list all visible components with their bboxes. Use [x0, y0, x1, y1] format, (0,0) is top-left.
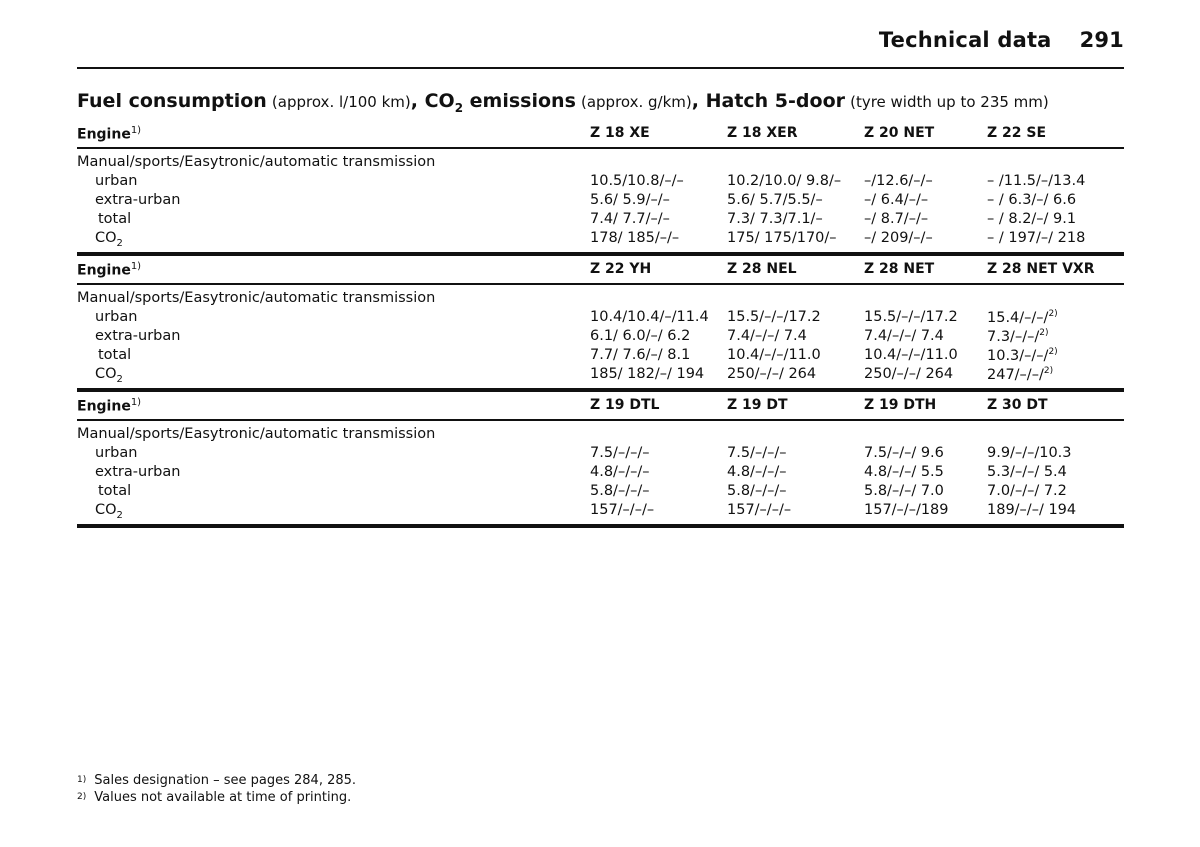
value-text: 157/–/–/– [727, 502, 792, 518]
urban-label: urban [95, 309, 138, 325]
value-text: 7.4/–/–/ 7.4 [864, 328, 944, 344]
co2-value [987, 230, 1085, 246]
transmission-row [77, 289, 1124, 308]
value-text: 5.8/–/–/– [590, 483, 650, 499]
co2-value [590, 366, 704, 382]
engine-code: Z 28 NEL [727, 261, 797, 277]
value-text: –/12.6/–/– [864, 173, 933, 189]
engine-code: Z 19 DTL [590, 397, 660, 413]
transmission-row [77, 425, 1124, 444]
value-text: 10.5/10.8/–/– [590, 173, 684, 189]
total-value [864, 347, 958, 363]
engine-code: Z 19 DTH [864, 397, 937, 413]
co2-value [590, 502, 654, 518]
value-text: 10.4/10.4/–/11.4 [590, 309, 709, 325]
transmission-row [77, 153, 1124, 172]
co2-text: CO [95, 502, 117, 518]
extra-urban-value [590, 192, 670, 208]
value-text: 157/–/–/– [590, 502, 655, 518]
engine-code: Z 18 XE [590, 125, 650, 141]
co2-value [864, 366, 953, 382]
total-label: total [98, 211, 132, 227]
engine-header-row [77, 120, 1124, 149]
title-co2-unit: (approx. g/km) [580, 93, 692, 111]
footnote-marker: 1) [130, 397, 142, 408]
extra-urban-label: extra-urban [95, 464, 181, 480]
extra-urban-value [727, 192, 823, 208]
extra-urban-value [987, 192, 1076, 208]
co2-value [864, 230, 933, 246]
transmission-label: Manual/sports/Easytronic/automatic transmission [77, 290, 436, 306]
engine-block [77, 256, 1124, 392]
engine-label-text: Engine [77, 398, 131, 415]
value-text: 4.8/–/–/ 5.5 [864, 464, 944, 480]
urban-value [864, 173, 933, 189]
value-text: 247/–/–/ [987, 366, 1044, 383]
title-body: , Hatch 5-door [691, 90, 845, 112]
total-value [987, 347, 1058, 364]
extra-urban-value [864, 328, 944, 344]
value-text: 5.6/ 5.9/–/– [590, 192, 670, 208]
value-text: 250/–/–/ 264 [727, 366, 817, 382]
title-fuel-unit: (approx. l/100 km) [271, 93, 411, 111]
footnote-marker: 1) [130, 261, 142, 272]
urban-row [77, 172, 1124, 191]
engine-code: Z 22 YH [590, 261, 652, 277]
value-text: 7.5/–/–/ 9.6 [864, 445, 944, 461]
total-value [590, 211, 670, 227]
value-text: 7.0/–/–/ 7.2 [987, 483, 1067, 499]
co2-subscript: 2 [116, 509, 123, 521]
value-text: 250/–/–/ 264 [864, 366, 954, 382]
value-text: 5.8/–/–/ 7.0 [864, 483, 944, 499]
engine-label [77, 397, 141, 415]
value-text: 7.5/–/–/– [727, 445, 787, 461]
footnote [77, 772, 356, 789]
footnotes [77, 772, 356, 806]
extra-urban-value [727, 464, 786, 480]
value-text: 7.3/–/–/ [987, 328, 1040, 345]
total-row [77, 482, 1124, 501]
title-co2: , $CO_2$ emissions [410, 90, 576, 115]
co2-label [95, 366, 123, 385]
value-text: 4.8/–/–/– [727, 464, 787, 480]
co2-value [987, 366, 1053, 383]
co2-value [590, 230, 679, 246]
total-value [727, 347, 821, 363]
co2-row [77, 365, 1124, 384]
extra-urban-value [987, 328, 1048, 345]
extra-urban-row [77, 463, 1124, 482]
value-text: 5.3/–/–/ 5.4 [987, 464, 1067, 480]
value-text: –/ 209/–/– [864, 230, 933, 246]
total-value [987, 211, 1076, 227]
total-value [590, 483, 649, 499]
footnote-mark: 1) [77, 775, 87, 785]
engine-code: Z 28 NET VXR [987, 261, 1095, 277]
co2-label [95, 502, 123, 521]
value-text: 7.4/–/–/ 7.4 [727, 328, 807, 344]
engine-label [77, 261, 141, 279]
extra-urban-value [590, 328, 690, 344]
co2-value [864, 502, 949, 518]
co2-row [77, 229, 1124, 248]
engine-code: Z 28 NET [864, 261, 935, 277]
section-title: Technical data [878, 28, 1052, 52]
total-value [727, 483, 786, 499]
consumption-data [77, 149, 1124, 256]
engine-code: Z 18 XER [727, 125, 798, 141]
total-value [864, 483, 944, 499]
value-text: 15.4/–/–/ [987, 309, 1049, 326]
value-text: 6.1/ 6.0/–/ 6.2 [590, 328, 691, 344]
value-text: 185/ 182/–/ 194 [590, 366, 705, 382]
footnote-marker: 2) [1048, 347, 1058, 357]
value-text: 10.4/–/–/11.0 [864, 347, 958, 363]
urban-value [864, 309, 958, 325]
consumption-data [77, 285, 1124, 392]
fuel-consumption-table [77, 120, 1124, 528]
total-row [77, 346, 1124, 365]
extra-urban-value [864, 464, 944, 480]
engine-block [77, 120, 1124, 256]
urban-value [727, 445, 786, 461]
co2-text: CO [95, 366, 117, 382]
value-text: – /11.5/–/13.4 [987, 173, 1086, 189]
page-number: 291 [1079, 28, 1124, 52]
title-tyre: (tyre width up to 235 mm) [850, 93, 1049, 111]
urban-value [590, 445, 649, 461]
value-text: 15.5/–/–/17.2 [864, 309, 958, 325]
urban-value [987, 173, 1085, 189]
value-text: 7.7/ 7.6/–/ 8.1 [590, 347, 691, 363]
co2-value [987, 502, 1076, 518]
total-label: total [98, 483, 132, 499]
co2-label [95, 230, 123, 249]
footnote-marker: 2) [1048, 309, 1058, 319]
footnote [77, 789, 356, 806]
urban-value [590, 173, 684, 189]
engine-label-text: Engine [77, 262, 131, 279]
value-text: 4.8/–/–/– [590, 464, 650, 480]
urban-label: urban [95, 445, 138, 461]
urban-value [864, 445, 944, 461]
footnote-marker: 2) [1039, 328, 1049, 338]
co2-text: CO [95, 230, 117, 246]
engine-header-row [77, 392, 1124, 421]
value-text: 7.5/–/–/– [590, 445, 650, 461]
value-text: – / 8.2/–/ 9.1 [987, 211, 1077, 227]
urban-value [987, 445, 1072, 461]
total-row [77, 210, 1124, 229]
extra-urban-label: extra-urban [95, 328, 181, 344]
value-text: –/ 6.4/–/– [864, 192, 929, 208]
footnote-text: Sales designation – see pages 284, 285. [94, 773, 357, 788]
extra-urban-value [864, 192, 928, 208]
extra-urban-value [590, 464, 649, 480]
value-text: 7.3/ 7.3/7.1/– [727, 211, 823, 227]
footnote-marker: 2) [1043, 366, 1054, 376]
footnote-marker: 1) [130, 125, 142, 136]
total-value [864, 211, 928, 227]
urban-label: urban [95, 173, 138, 189]
extra-urban-row [77, 191, 1124, 210]
value-text: 189/–/–/ 194 [987, 502, 1077, 518]
engine-code: Z 19 DT [727, 397, 788, 413]
urban-value [987, 309, 1058, 326]
engine-code: Z 20 NET [864, 125, 935, 141]
extra-urban-value [987, 464, 1067, 480]
co2-value [727, 230, 837, 246]
value-text: 10.2/10.0/ 9.8/– [727, 173, 842, 189]
engine-code: Z 22 SE [987, 125, 1047, 141]
total-label: total [98, 347, 132, 363]
transmission-label: Manual/sports/Easytronic/automatic transmission [77, 154, 436, 170]
footnote-text: Values not available at time of printing. [94, 790, 352, 805]
value-text: 178/ 185/–/– [590, 230, 680, 246]
transmission-label: Manual/sports/Easytronic/automatic transmission [77, 426, 436, 442]
urban-row [77, 444, 1124, 463]
value-text: –/ 8.7/–/– [864, 211, 929, 227]
value-text: – / 6.3/–/ 6.6 [987, 192, 1077, 208]
total-value [987, 483, 1067, 499]
extra-urban-row [77, 327, 1124, 346]
engine-header-row [77, 256, 1124, 285]
co2-subscript: 2 [116, 237, 123, 249]
value-text: 15.5/–/–/17.2 [727, 309, 821, 325]
extra-urban-value [727, 328, 807, 344]
value-text: 175/ 175/170/– [727, 230, 837, 246]
table-title [77, 90, 1049, 115]
co2-value [727, 366, 816, 382]
header-rule [77, 67, 1124, 69]
consumption-data [77, 421, 1124, 528]
value-text: 10.3/–/–/ [987, 347, 1049, 364]
footnote-mark: 2) [77, 792, 87, 802]
engine-label-text: Engine [77, 126, 131, 143]
extra-urban-label: extra-urban [95, 192, 181, 208]
value-text: 157/–/–/189 [864, 502, 949, 518]
page-header [879, 28, 1124, 52]
urban-value [727, 309, 821, 325]
value-text: 5.8/–/–/– [727, 483, 787, 499]
value-text: – / 197/–/ 218 [987, 230, 1086, 246]
value-text: 7.4/ 7.7/–/– [590, 211, 670, 227]
title-fuel: Fuel consumption [77, 90, 267, 112]
urban-value [727, 173, 841, 189]
co2-value [727, 502, 791, 518]
value-text: 10.4/–/–/11.0 [727, 347, 821, 363]
engine-label [77, 125, 141, 143]
co2-subscript: 2 [116, 373, 123, 385]
engine-block [77, 392, 1124, 528]
urban-row [77, 308, 1124, 327]
value-text: 9.9/–/–/10.3 [987, 445, 1072, 461]
total-value [727, 211, 823, 227]
co2-row [77, 501, 1124, 520]
value-text: 5.6/ 5.7/5.5/– [727, 192, 823, 208]
total-value [590, 347, 690, 363]
engine-code: Z 30 DT [987, 397, 1048, 413]
urban-value [590, 309, 709, 325]
